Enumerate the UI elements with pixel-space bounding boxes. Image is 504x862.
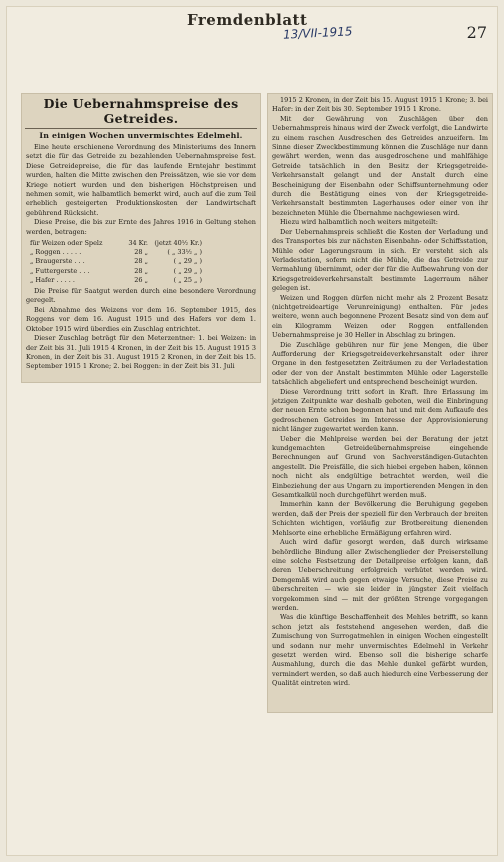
paragraph: Immerhin kann der Bevölkerung die Beruhigung gegeben werden, daß der Preis der speziell für den Verbrauch der breiten Schichten wichtigen, vorläufig zur Brotbereitung dienenden Mehlsorte eine erhebliche Ermäßigung erfahren wird.: [272, 500, 488, 537]
price-row: für Weizen oder Spelz 34 Kr. (jetzt 40½ Kr.): [30, 239, 202, 248]
price-row: „ Futtergerste . . . 28 „ ( „ 29 „ ): [30, 266, 202, 275]
article-subtitle: In einigen Wochen unvermischtes Edelmehl.: [39, 131, 243, 140]
paragraph: Der Uebernahmspreis schließt die Kosten der Verladung und des Transportes bis zur nächsten Eisenbahn- oder Schiffsstation, Mühle oder Lagerungsraum in sich. Er versteht sich als Verladestation, sofern nicht die Mühle, die das Getreide zur Vermahlung übernimmt, oder der für die Aufbewahrung von der Kriegsgetreideverkehrsanstalt bestimmte Lagerraum näher gelegen ist.: [272, 227, 488, 293]
price-table: [30, 239, 256, 285]
clipping-left-column: [21, 93, 261, 383]
paragraph: Eine heute erschienene Verordnung des Ministeriums des Innern setzt die für das Getreide zu bezahlenden Uebernahmspreise fest. Diese Getreidepreise, die für das laufende Erntejahr bestimmt wurden, halten die Mitte zwischen den Preissätzen, wie sie vor dem Kriege notiert wurden und den bisherigen Höchstpreisen und nehmen somit, wie halbamtlich bemerkt wird, auch auf die zum Teil erheblich gesteigerten Produktionskosten der Landwirtschaft gebührend Rücksicht.: [26, 143, 256, 217]
paragraph: Hiezu wird halbamtlich noch weiters mitgeteilt:: [280, 218, 438, 227]
paragraph: 1915 2 Kronen, in der Zeit bis 15. August 1915 1 Krone; 3. bei Hafer: in der Zeit bis 30. September 1915 1 Krone.: [272, 96, 488, 114]
paragraph: Ueber die Mehlpreise werden bei der Beratung der jetzt kundgemachten Getreideübernahmspreise eingehende Berechnungen auf Grund von Sachverständigen-Gutachten angestellt. Die Preisfälle, die sich hiebei ergeben haben, können noch nicht als endgültige betrachtet werden, weil die Einbeziehung der aus Ungarn zu importierenden Mengen in den Gesamtkalkül noch durchgeführt werden muß.: [272, 434, 488, 500]
paragraph: Bei Abnahme des Weizens vor dem 16. September 1915, des Roggens vor dem 16. August 1915 und des Hafers vor dem 1. Oktober 1915 wird überdies ein Zuschlag entrichtet.: [26, 305, 256, 333]
archive-sheet: [6, 6, 498, 856]
newspaper-name: Fremdenblatt: [187, 11, 308, 29]
paragraph: Weizen und Roggen dürfen nicht mehr als 2 Prozent Besatz (nichtgetreideartige Verunreinigung) enthalten. Für jedes weitere, wenn auch begonnene Prozent Besatz sind von dem auf ein Kilogramm Weizen oder Roggen entfallenden Uebernahmspreise je 30 Heller in Abschlag zu bringen.: [272, 293, 488, 340]
article-title: Die Uebernahmspreise des Getreides.: [25, 96, 257, 129]
paragraph: Mit der Gewährung von Zuschlägen über den Uebernahmspreis hinaus wird der Zweck verfolgt, die Landwirte zu einem raschen Ausdreschen des Getreides anzueifern. Im Sinne dieser Zweckbestimmung können die Zuschläge nur dann gewährt werden, wenn das ausgedroschene und mahlfähige Getreide tatsächlich in den Besitz der Kriegsgetreide-Verkehrsanstalt gelangt und der Anstalt durch eine Bescheinigung der Eisenbahn oder Schiffsunternehmung oder durch die Bestätigung eines von der Kriegsgetreide-Verkehrsanstalt bestimmten Lagerhauses oder einer von ihr bezeichneten Mühle die Übernahme nachgewiesen wird.: [272, 114, 488, 217]
sheet-header: [7, 7, 497, 53]
page-number: 27: [466, 23, 487, 42]
handwritten-date: 13/VII-1915: [282, 24, 353, 42]
paragraph: Die Zuschläge gebühren nur für jene Mengen, die über Aufforderung der Kriegsgetreideverkehrsanstalt oder ihrer Organe in den festgesetzten Zeiträumen zu der Verladestation oder der von der Anstalt bestimmten Mühle oder Lagerstelle tatsächlich abgeliefert und entsprechend bescheinigt wurden.: [272, 340, 488, 387]
paragraph: Diese Preise, die bis zur Ernte des Jahres 1916 in Geltung stehen werden, betragen:: [26, 218, 256, 236]
paragraph: Auch wird dafür gesorgt werden, daß durch wirksame behördliche Bindung aller Zwischenglieder der Preiserstellung eine solche Festsetzung der Detailpreise erfolgen kann, daß deren Ueberschreitung erfolgreich verhütet werden wird. Demgemäß wird auch gegen etwaige Versuche, diese Preise zu überschreiten — wie sie leider in jüngster Zeit vielfach vorgekommen sind — mit der größten Strenge vorgegangen werden.: [272, 538, 488, 612]
price-row: „ Braugerste . . . 28 „ ( „ 29 „ ): [30, 257, 202, 266]
paragraph: Diese Verordnung tritt sofort in Kraft. Ihre Erlassung im jetzigen Zeitpunkte war deshalb geboten, weil die Einbringung der neuen Ernte schon begonnen hat und mit dem Aufkaufe des gedroschenen Getreides im Interesse der Approvisionierung nicht länger zugewartet werden kann.: [272, 387, 488, 434]
price-row: „ Roggen . . . . . 28 „ ( „ 33½ „ ): [30, 248, 202, 257]
paragraph: Was die künftige Beschaffenheit des Mehles betrifft, so kann schon jetzt als feststehend angesehen werden, daß die Zumischung von Surrogatmehlen in einigen Wochen eingestellt und sodann nur mehr unvermischtes Edelmehl in Verkehr gesetzt werden wird. Ebenso soll die bisherige scharfe Ausmahlung, durch die das Mehle dunkel gefärbt wurden, vermindert werden, so daß auch hiedurch eine Verbesserung der Qualität eintreten wird.: [272, 613, 488, 688]
price-row: „ Hafer . . . . . 26 „ ( „ 25 „ ): [30, 275, 202, 284]
clipping-right-column: [267, 93, 493, 713]
paragraph: Dieser Zuschlag beträgt für den Meterzentner: 1. bei Weizen: in der Zeit bis 31. Juli 1915 4 Kronen, in der Zeit bis 15. August 1915 3 Kronen, in der Zeit bis 31. August 1915 2 Kronen, in der Zeit bis 15. September 1915 1 Krone; 2. bei Roggen: in der Zeit bis 31. Juli: [26, 334, 256, 371]
paragraph: Die Preise für Saatgut werden durch eine besondere Verordnung geregelt.: [26, 287, 256, 305]
